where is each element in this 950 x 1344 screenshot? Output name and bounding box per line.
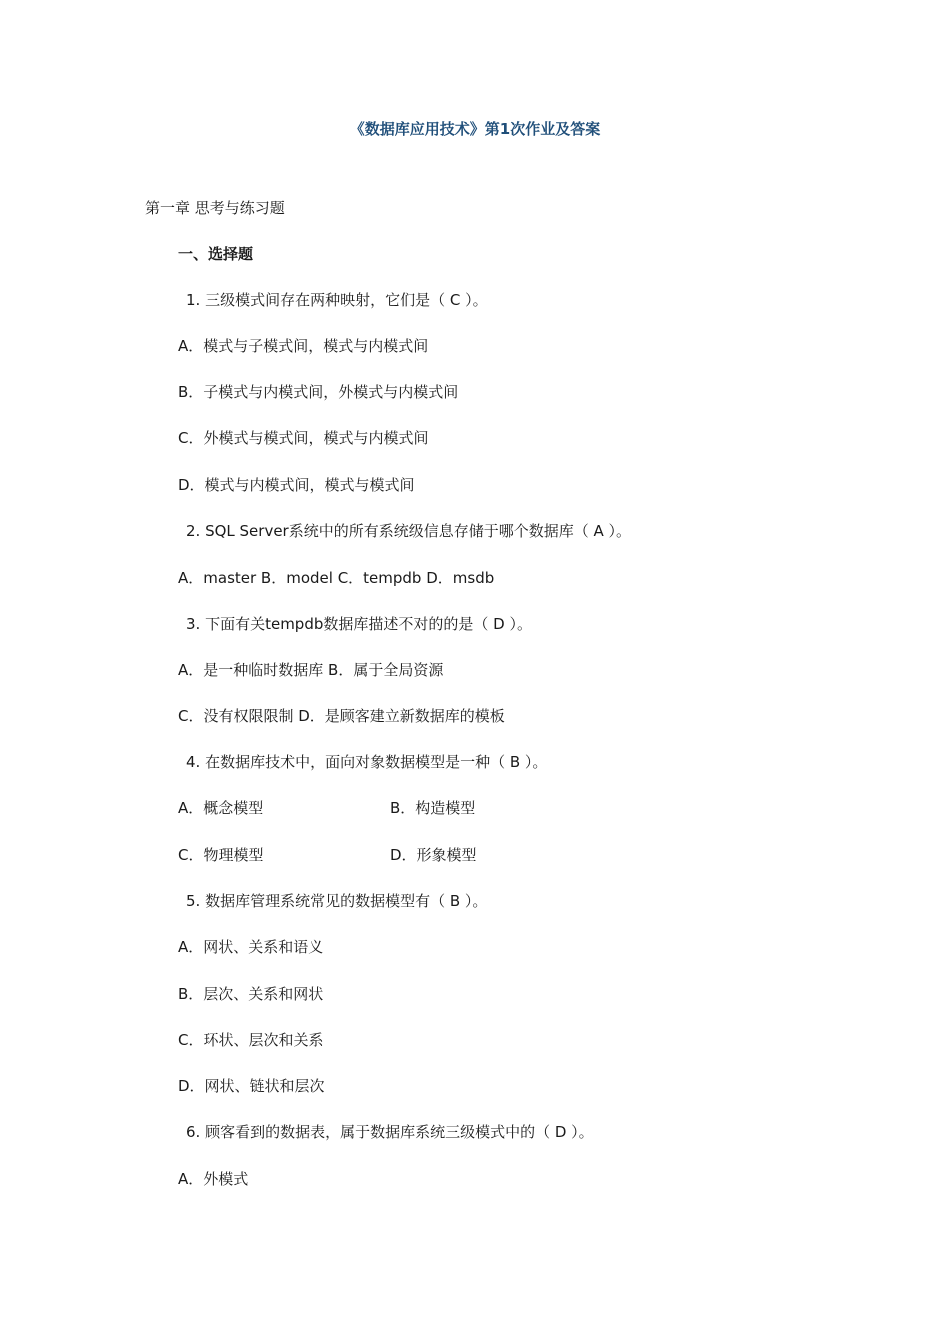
q2-options: A．master B．model C．tempdb D．msdb xyxy=(178,569,495,587)
q1-option-a: A．模式与子模式间，模式与内模式间 xyxy=(178,337,429,355)
q5-option-c: C．环状、层次和关系 xyxy=(178,1031,324,1049)
q6-option-a: A．外模式 xyxy=(178,1170,249,1188)
q5-option-d: D．网状、链状和层次 xyxy=(178,1077,325,1095)
q4-option-b: B．构造模型 xyxy=(390,799,476,817)
q3-options-cd: C．没有权限限制 D．是顾客建立新数据库的模板 xyxy=(178,707,505,725)
q1-option-b: B．子模式与内模式间，外模式与内模式间 xyxy=(178,383,459,401)
section-heading: 一、选择题 xyxy=(178,245,254,263)
question-5: 5. 数据库管理系统常见的数据模型有（ B ）。 xyxy=(186,892,488,910)
q1-option-c: C．外模式与模式间，模式与内模式间 xyxy=(178,429,429,447)
question-4: 4. 在数据库技术中，面向对象数据模型是一种（ B ）。 xyxy=(186,753,548,771)
q5-option-b: B．层次、关系和网状 xyxy=(178,985,324,1003)
question-6: 6. 顾客看到的数据表，属于数据库系统三级模式中的（ D ）。 xyxy=(186,1123,594,1141)
q3-options-ab: A．是一种临时数据库 B．属于全局资源 xyxy=(178,661,444,679)
question-1: 1. 三级模式间存在两种映射，它们是（ C ）。 xyxy=(186,291,488,309)
question-2: 2. SQL Server系统中的所有系统级信息存储于哪个数据库（ A ）。 xyxy=(186,522,632,540)
document-title: 《数据库应用技术》第1次作业及答案 xyxy=(349,120,601,138)
q4-option-a: A．概念模型 xyxy=(178,799,264,817)
chapter-heading: 第一章 思考与练习题 xyxy=(145,199,285,217)
q5-option-a: A．网状、关系和语义 xyxy=(178,938,324,956)
q4-option-d: D．形象模型 xyxy=(390,846,477,864)
q4-option-c: C．物理模型 xyxy=(178,846,264,864)
q1-option-d: D．模式与内模式间，模式与模式间 xyxy=(178,476,415,494)
question-3: 3. 下面有关tempdb数据库描述不对的的是（ D ）。 xyxy=(186,615,532,633)
